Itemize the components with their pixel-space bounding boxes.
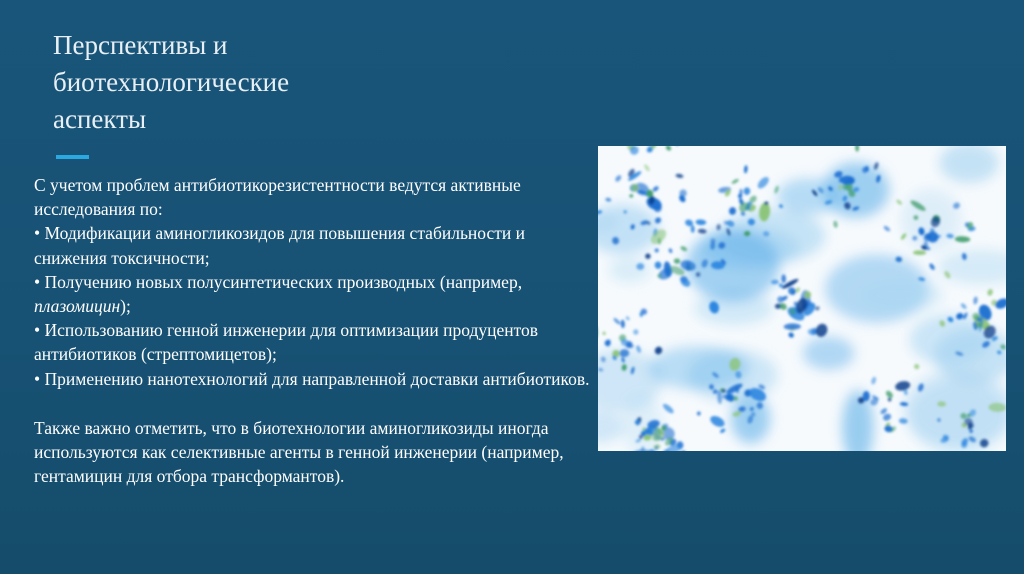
- closing-paragraph: Также важно отметить, что в биотехнологии аминогликозиды иногда используются как селективные агенты в генной инженерии (например, гентамицин для отбора трансформантов).: [34, 417, 564, 487]
- bullet-text: • Получению новых полусинтетических производных (например,: [34, 271, 523, 292]
- slide-body: [34, 173, 594, 488]
- title-line-1: Перспективы и: [53, 30, 228, 60]
- bullet-item: • Применению нанотехнологий для направленной доставки антибиотиков.: [34, 368, 590, 389]
- title-accent-bar: [56, 155, 89, 159]
- slide-title: [53, 27, 473, 138]
- bullet-italic-term: плазомицин: [34, 296, 121, 317]
- intro-paragraph: С учетом проблем антибиотикорезистентности ведутся активные исследования по:: [34, 175, 521, 220]
- title-line-2: биотехнологические: [53, 67, 290, 97]
- paragraph-gap: [34, 391, 594, 416]
- bullet-item: • Использованию генной инженерии для оптимизации продуцентов антибиотиков (стрептомицетов);: [34, 320, 539, 365]
- microscopy-image-graphic: [598, 146, 1006, 451]
- bullet-item: [34, 270, 594, 318]
- bullet-text: );: [120, 296, 131, 317]
- bullet-item: • Модификации аминогликозидов для повышения стабильности и снижения токсичности;: [34, 223, 526, 268]
- title-line-3: аспекты: [53, 104, 147, 134]
- microscopy-stained-bacteria-photo: [598, 146, 1006, 451]
